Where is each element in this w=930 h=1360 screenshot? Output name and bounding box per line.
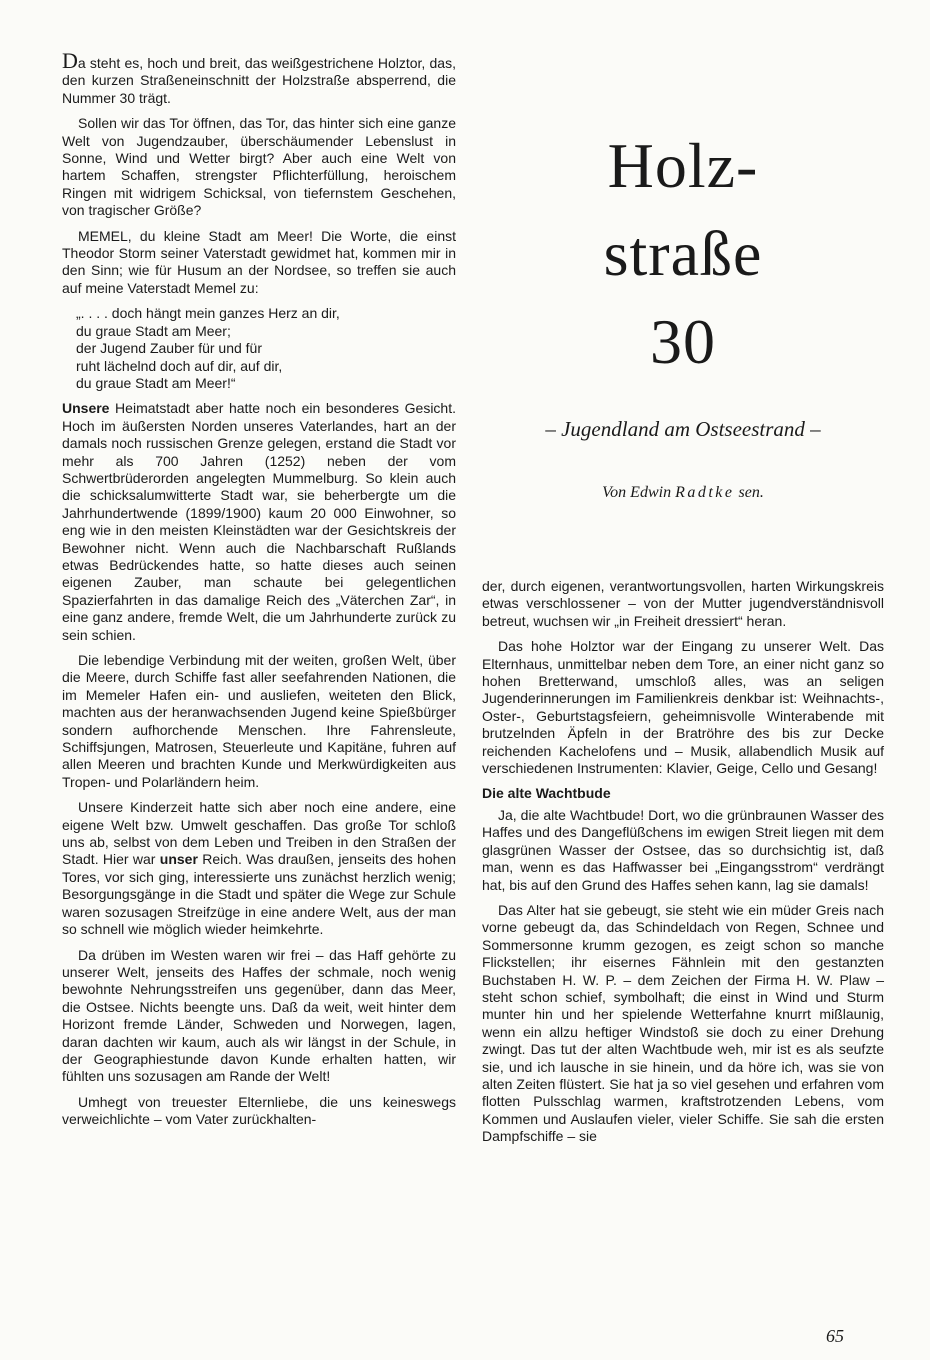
paragraph: Ja, die alte Wachtbude! Dort, wo die grünbraunen Wasser des Haffes und des Dangeflüßchens im ewigen Streit liegen mit dem glasgrünen Wasser der Ostsee, das so durchsichtig ist, daß man, wenn es das Haffwasser bei „Eingangsstrom“ verdrängt hat, bis auf den Grund des Haffes sehen kann, lag sie damals! xyxy=(482,806,884,893)
paragraph: Da drüben im Westen waren wir frei – das Haff gehörte zu unserer Welt, jenseits des Haffes der schmale, noch wenig bewohnte Nehrungsstreifen uns gegenüber, dann das Meer, die Ostsee. Nichts beengte uns. Daß da weit, weit hinter dem Horizont fremde Länder, Schweden und Norwegen, lagen, daran dachten wir kaum, auch als wir längst in der Schule, in der Geographiestunde davon Kunde erhalten hatten, wir fühlten uns sozusagen am Rande der Welt! xyxy=(62,946,456,1085)
byline xyxy=(482,484,884,502)
bold-word: Unsere xyxy=(62,400,110,417)
author-name: Radtke xyxy=(675,484,735,501)
paragraph: Umhegt von treuester Elternliebe, die uns keineswegs verweichlichte – vom Vater zurückhalten- xyxy=(62,1093,456,1128)
poem-quote xyxy=(76,305,456,392)
paragraph: Sollen wir das Tor öffnen, das Tor, das hinter sich eine ganze Welt von Jugendzauber, überschäumender Lebenslust in Sonne, Wind und Wetter birgt? Aber auch eine Welt von hartem Schaffen, strengster Pflichterfüllung, heroischem Ringen mit widrigem Schicksal, von tiefernstem Geschehen, von tragischer Größe? xyxy=(62,115,456,219)
title-line: Holz- xyxy=(607,130,759,201)
paragraph-text: Heimatstadt aber hatte noch ein besonderes Gesicht. Hoch im äußersten Norden unseres Vaterlandes, hart an der damals noch russischen Grenze gelegen, erstand die Stadt vor mehr als 700 Jahren (1252) neben der vom Schwertbrüderorden angelegten Mummelburg. So klein auch die schicksalumwitterte Stadt war, sie beherbergte um die Jahrhundertwende (1899/1900) kaum 20 000 Einwohner, so eng wie in den meisten Kleinstädten war der Gesichtskreis der Bewohner nicht. Wenn auch die Nachbarschaft Rußlands etwas Bedrückendes hatte, so hatte dieses auch seinen eigenen Zauber, man schaute bei gelegentlichen Spazierfahrten in das damalige Reich des „Väterchen Zar“, in eine ganz andere, fremde Welt, die um Jahrhunderte zurück zu sein schien. xyxy=(62,400,456,643)
article-title xyxy=(482,122,884,386)
paragraph: Das Alter hat sie gebeugt, sie steht wie ein müder Greis nach vorne gebeugt da, das Schindeldach von Regen, Schnee und Sommersonne krumm gezogen, es zeigt schon so manche Flickstellen; ihr eisernes Fähnlein mit den gestanzten Buchstaben H. W. P. – dem Zeichen der Firma H. W. Plaw – steht schon schief, symbolhaft; die einst in Wind und Sturm munter hin und her spielende Wetterfahne knurrt mißlaunig, wenn ein allzu heftiger Windstoß sie doch zu einer Drehung zwingt. Das tut der alten Wachtbude weh, mir ist es als seufzte sie, und ich lausche in sie hinein, und da höre ich, was sie von alten Zeiten flüstert. Sie hat ja so viel gesehen und erfahren vom flotten Pulsschlag warmen, kraftstrotzenden Lebens, vom Kommen und Auslaufen vieler, vieler Schiffe. Sie sah die ersten Dampfschiffe – sie xyxy=(482,901,884,1145)
byline-suffix: sen. xyxy=(738,484,764,501)
paragraph xyxy=(62,400,456,644)
right-column xyxy=(482,578,884,1154)
poem-line: „. . . . doch hängt mein ganzes Herz an dir, xyxy=(76,305,340,322)
poem-line: du graue Stadt am Meer; xyxy=(76,322,231,339)
poem-line: der Jugend Zauber für und für xyxy=(76,340,263,357)
paragraph-text: Unsere Kinderzeit hatte sich aber noch eine andere, eine eigene Welt bzw. Umwelt geschaffen. Das große Tor schloß uns ab, selbst von dem Leben und Treiben in den Straßen der Stadt. Hier war xyxy=(62,799,456,868)
left-column xyxy=(62,48,456,1137)
paragraph: Das hohe Holztor war der Eingang zu unserer Welt. Das Elternhaus, unmittelbar neben dem Tore, an einer nicht ganz so hohen Bretterwand, umschloß alles, was an seligen Jugenderinnerungen im Familienkreis denkbar ist: Weihnachts-, Oster-, Geburtstagsfeiern, geheimnisvolle Winterabende mit brutzelnden Äpfeln in der Bratröhre des bis zur Decke reichenden Kachelofens und – Musik, allabendlich Musik auf verschiedenen Instrumenten: Klavier, Geige, Cello und Gesang! xyxy=(482,638,884,777)
article-subtitle: – Jugendland am Ostseestrand – xyxy=(545,417,821,441)
bold-word: unser xyxy=(159,851,198,868)
paragraph-text: a steht es, hoch und breit, das weißgestrichene Holztor, das, den kurzen Straßeneinschnitt der Holzstraße absperrend, die Nummer 30 trägt. xyxy=(62,55,456,106)
title-line: straße xyxy=(603,218,763,289)
paragraph: MEMEL, du kleine Stadt am Meer! Die Worte, die einst Theodor Storm seiner Vaterstadt gewidmet hat, kommen mir in den Sinn; wie für Husum an der Nordsee, so treffen sie auch auf meine Vaterstadt Memel zu: xyxy=(62,227,456,296)
section-heading: Die alte Wachtbude xyxy=(482,785,611,802)
drop-cap: D xyxy=(62,48,78,73)
paragraph-text: Reich. Was draußen, jenseits des hohen Tores, vor sich ging, interessierte uns zunächst herzlich wenig; Besorgungsgänge in die Stadt und später die Wege zur Schule waren sozusagen Streifzüge in eine andere Welt, aus der man so schnell wie möglich wieder heimkehrte. xyxy=(62,851,456,938)
paragraph xyxy=(62,799,456,938)
paragraph: Die lebendige Verbindung mit der weiten, großen Welt, über die Meere, durch Schiffe fast aller seefahrenden Nationen, die im Memeler Hafen ein- und ausliefen, weiteten den Blick, machten aus der heranwachsenden Jugend keine Spießbürger sondern aufhorchende Menschen. Ihre Fahrensleute, Schiffsjungen, Matrosen, Steuerleute und Kapitäne, fuhren auf allen Meeren und brachten Kunde und Merkwürdigkeiten aus Tropen- und Polarländern heim. xyxy=(62,652,456,790)
byline-prefix: Von Edwin xyxy=(602,484,672,501)
poem-line: ruht lächelnd doch auf dir, auf dir, xyxy=(76,357,283,374)
paragraph: der, durch eigenen, verantwortungsvollen, harten Wirkungskreis etwas verschlossener – von der Mutter jugendverständnisvoll betreut, wuchsen wir „in Freiheit dressiert“ heran. xyxy=(482,578,884,629)
poem-line: du graue Stadt am Meer!“ xyxy=(76,374,236,391)
title-line: 30 xyxy=(650,306,716,377)
page-number: 65 xyxy=(826,1326,844,1346)
paragraph xyxy=(62,48,456,107)
